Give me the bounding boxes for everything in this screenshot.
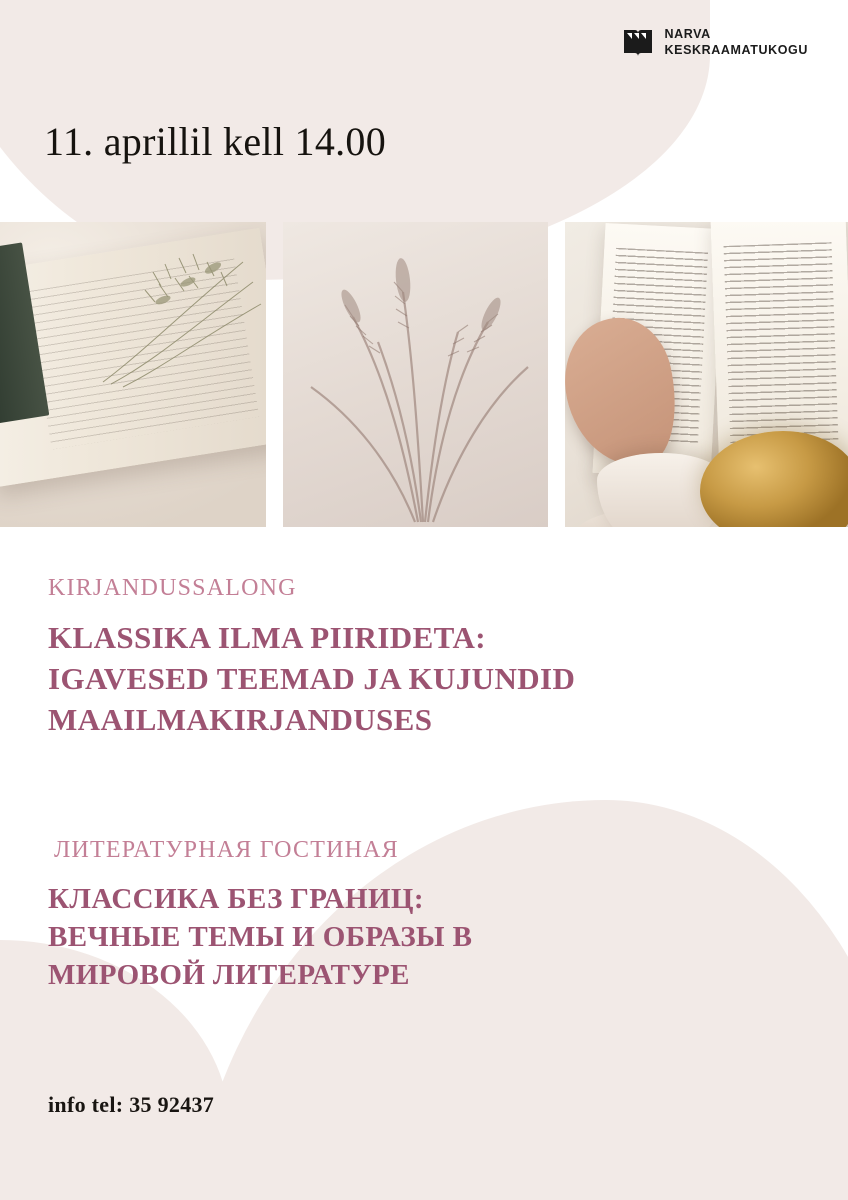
photo-hand-holding-open-book bbox=[565, 222, 848, 527]
logo-line-1: NARVA bbox=[664, 27, 711, 42]
russian-title-line-1: КЛАССИКА БЕЗ ГРАНИЦ: bbox=[48, 882, 424, 915]
open-book-icon bbox=[621, 26, 655, 60]
library-logo bbox=[621, 26, 809, 60]
estonian-block bbox=[48, 575, 808, 741]
estonian-title-line-3: MAAILMAKIRJANDUSES bbox=[48, 701, 433, 737]
contact-info: info tel: 35 92437 bbox=[48, 1092, 215, 1117]
russian-title-line-2: ВЕЧНЫЕ ТЕМЫ И ОБРАЗЫ В bbox=[48, 920, 473, 953]
russian-block bbox=[48, 837, 808, 995]
photo-grass-shadow-on-wall bbox=[283, 222, 548, 527]
photo-strip bbox=[0, 222, 848, 527]
estonian-title-line-2: IGAVESED TEEMAD JA KUJUNDID bbox=[48, 660, 576, 696]
event-date: 11. aprillil kell 14.00 bbox=[44, 119, 387, 164]
russian-title bbox=[48, 880, 808, 995]
photo-open-book-with-dried-grass bbox=[0, 222, 266, 527]
estonian-title bbox=[48, 618, 808, 741]
estonian-title-line-1: KLASSIKA ILMA PIIRIDETA: bbox=[48, 620, 486, 655]
logo-line-2: KESKRAAMATUKOGU bbox=[664, 43, 808, 57]
event-text-content bbox=[48, 575, 808, 995]
russian-kicker: ЛИТЕРАТУРНАЯ ГОСТИНАЯ bbox=[54, 836, 399, 863]
logo-text bbox=[665, 27, 809, 58]
russian-title-line-3: МИРОВОЙ ЛИТЕРАТУРЕ bbox=[48, 959, 410, 992]
estonian-kicker: KIRJANDUSSALONG bbox=[48, 575, 297, 601]
